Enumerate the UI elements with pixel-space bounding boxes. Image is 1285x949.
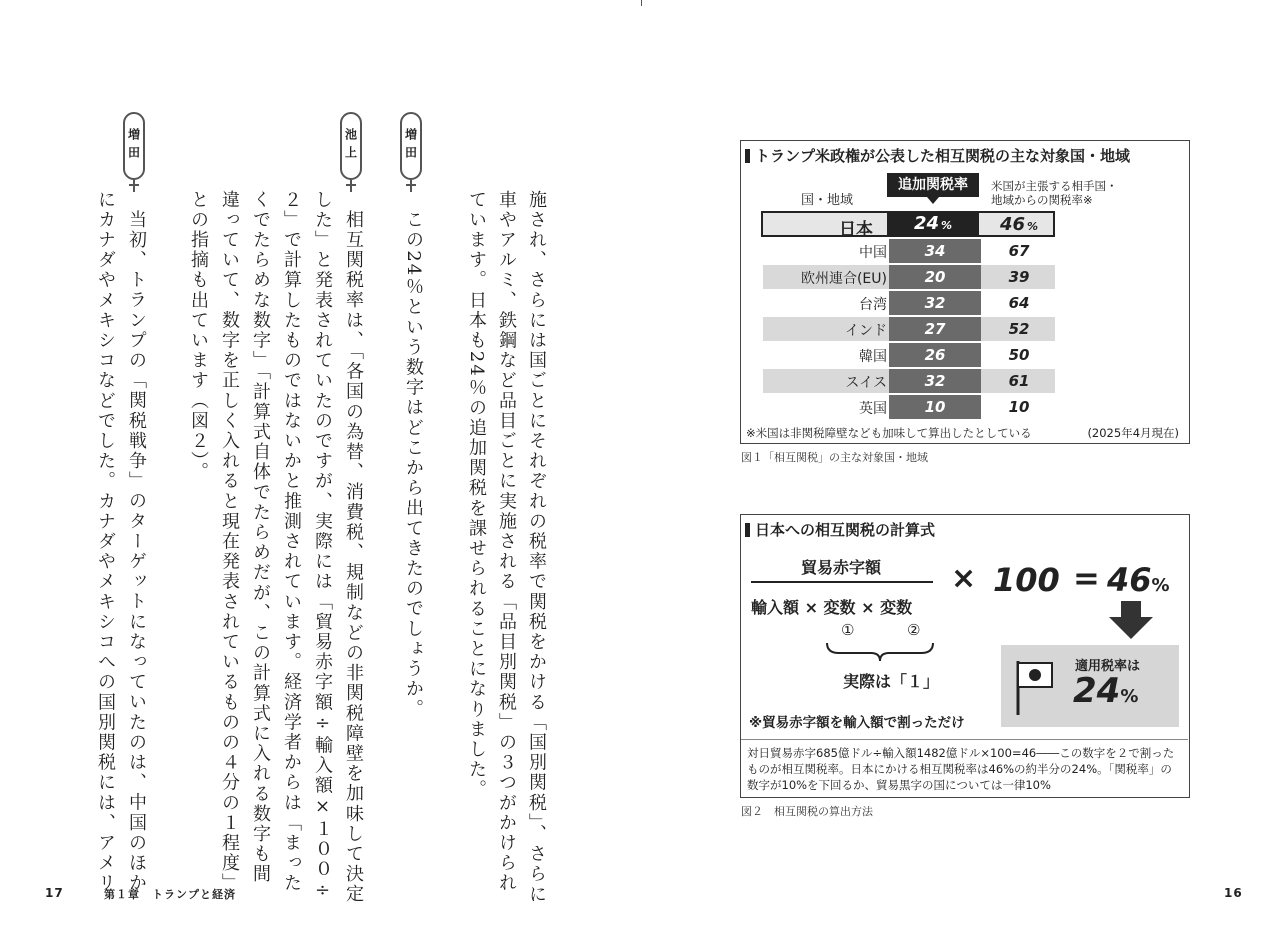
figure2-title: 日本への相互関税の計算式 (745, 519, 935, 540)
country-name: 日本 (839, 220, 873, 240)
body-column-1: 施され、さらには国ごとにそれぞれの税率で関税をかける「国別関税」、さらに (526, 190, 547, 905)
figure1-box (740, 140, 1190, 444)
speaker-connector (350, 180, 352, 192)
speaker-tick (406, 184, 416, 186)
country-name: インド (845, 323, 887, 339)
table-row (763, 395, 1055, 419)
table-row (763, 343, 1055, 367)
figure1-col-claimed: 米国が主張する相手国・ 地域からの関税率※ (991, 179, 1118, 207)
divider (741, 739, 1188, 740)
body-column-2: 車やアルミ、鉄鋼など品目ごとに実施される「品目別関税」の３つがかけられ (496, 190, 517, 894)
figure2-box (740, 514, 1190, 798)
formula-denominator: 輸入額 × 変数 × 変数 (751, 598, 913, 617)
body-column-6: した」と発表されていたのですが、実際には「貿易赤字額÷輸入額×１００÷ (312, 190, 333, 903)
applied-rate-box (1001, 645, 1179, 727)
chapter-title: 第１章 トランプと経済 (104, 888, 236, 901)
actual-value-note: 実際は「１」 (843, 672, 940, 691)
body-column-7: ２」で計算したものではないかと推測されています。経済学者からは「まった (281, 190, 302, 894)
table-row (763, 291, 1055, 315)
country-name: 英国 (859, 401, 887, 417)
figure1-title: トランプ米政権が公表した相互関税の主な対象国・地域 (745, 145, 1130, 166)
speaker-connector (410, 180, 412, 192)
claimed-cell: 10 (1008, 398, 1030, 416)
country-name: 中国 (859, 245, 887, 261)
times-symbol: × (951, 561, 977, 596)
claimed-cell: 64 (1008, 294, 1030, 312)
figure1-rate-pointer (927, 197, 939, 204)
figure1-date: (2025年4月現在) (1087, 426, 1179, 440)
rate-cell: 34 (889, 239, 981, 263)
speaker-tick (129, 184, 139, 186)
body-column-4: この24％という数字はどこから出てきたのでしょうか。 (403, 210, 424, 720)
rate-cell: 20 (889, 265, 981, 289)
figure1-col-rate: 追加関税率 (887, 173, 979, 197)
rate-cell: 24 % (887, 212, 979, 236)
variable-2-marker: ② (907, 621, 921, 639)
country-name: 韓国 (859, 349, 887, 365)
speaker-label: 池上 (340, 112, 362, 180)
down-arrow-icon (1109, 601, 1153, 639)
rate-cell: 27 (889, 317, 981, 341)
claimed-cell: 39 (1008, 268, 1030, 286)
claimed-cell: 61 (1008, 372, 1030, 390)
rate-cell: 10 (889, 395, 981, 419)
claimed-cell: 67 (1008, 242, 1030, 260)
applied-rate-label: 適用税率は (1075, 659, 1141, 674)
claimed-cell: 50 (1008, 346, 1030, 364)
formula-explanation: 対日貿易赤字685億ドル÷輸入額1482億ドル×100=46――この数字を２で割ったものが相互関税率。日本にかける相互関税率は46%の約半分の24%。「関税率」の数字が10%を下回るか、貿易黒字の国については一律10% (747, 746, 1175, 792)
formula-numerator: 貿易赤字額 (801, 558, 882, 577)
body-column-8: くでたらめな数字」「計算式自体でたらめだが、この計算式に入れる数字も間 (250, 190, 271, 885)
body-column-12: にカナダやメキシコなどでした。カナダやメキシコへの国別関税には、アメリ (95, 190, 116, 894)
country-name: 台湾 (859, 297, 887, 313)
equals-symbol: = (1073, 559, 1100, 597)
rate-cell: 32 (889, 291, 981, 315)
table-row (763, 239, 1055, 263)
rate-cell: 26 (889, 343, 981, 367)
claimed-cell: 46 % (999, 214, 1039, 235)
body-column-3: ています。日本も24％の追加関税を課せられることになりました。 (466, 190, 487, 801)
result-value: 46% (1107, 561, 1170, 599)
applied-rate-value: 24% (1073, 671, 1139, 711)
table-row (763, 265, 1055, 289)
figure1-note: ※米国は非関税障壁なども加味して算出したとしている (746, 426, 1032, 440)
page-center-mark (641, 0, 642, 6)
body-column-11: 当初、トランプの「関税戦争」のターゲットになっていたのは、中国のほか (126, 210, 147, 894)
body-column-9: 違っていて、数字を正しく入れると現在発表されているものの４分の１程度」 (219, 190, 240, 894)
body-column-10: との指摘も出ています（図２）。 (188, 190, 209, 483)
figure2-caption: 図２ 相互関税の算出方法 (741, 805, 873, 818)
hundred-value: 100 (993, 561, 1060, 599)
speaker-tick (346, 184, 356, 186)
figure1-col-country: 国・地域 (801, 193, 854, 208)
speaker-label: 増田 (400, 112, 422, 180)
speaker-connector (133, 180, 135, 192)
brace-icon (825, 641, 935, 663)
country-name: 欧州連合(EU) (800, 271, 887, 287)
table-row (763, 369, 1055, 393)
fraction-bar (751, 581, 933, 583)
body-column-5: 相互関税率は、「各国の為替、消費税、規制などの非関税障壁を加味して決定 (343, 210, 364, 905)
country-name: スイス (845, 375, 887, 391)
page-number-left: 17 (45, 886, 64, 900)
figure1-caption: 図１「相互関税」の主な対象国・地域 (741, 451, 928, 464)
formula-note: ※貿易赤字額を輸入額で割っただけ (749, 715, 965, 731)
japan-flag-icon (1015, 659, 1055, 715)
page-number-right: 16 (1224, 886, 1243, 900)
claimed-cell: 52 (1008, 320, 1030, 338)
variable-1-marker: ① (841, 621, 855, 639)
table-row-japan (761, 211, 1055, 240)
table-row (763, 317, 1055, 341)
speaker-label: 増田 (123, 112, 145, 180)
rate-cell: 32 (889, 369, 981, 393)
